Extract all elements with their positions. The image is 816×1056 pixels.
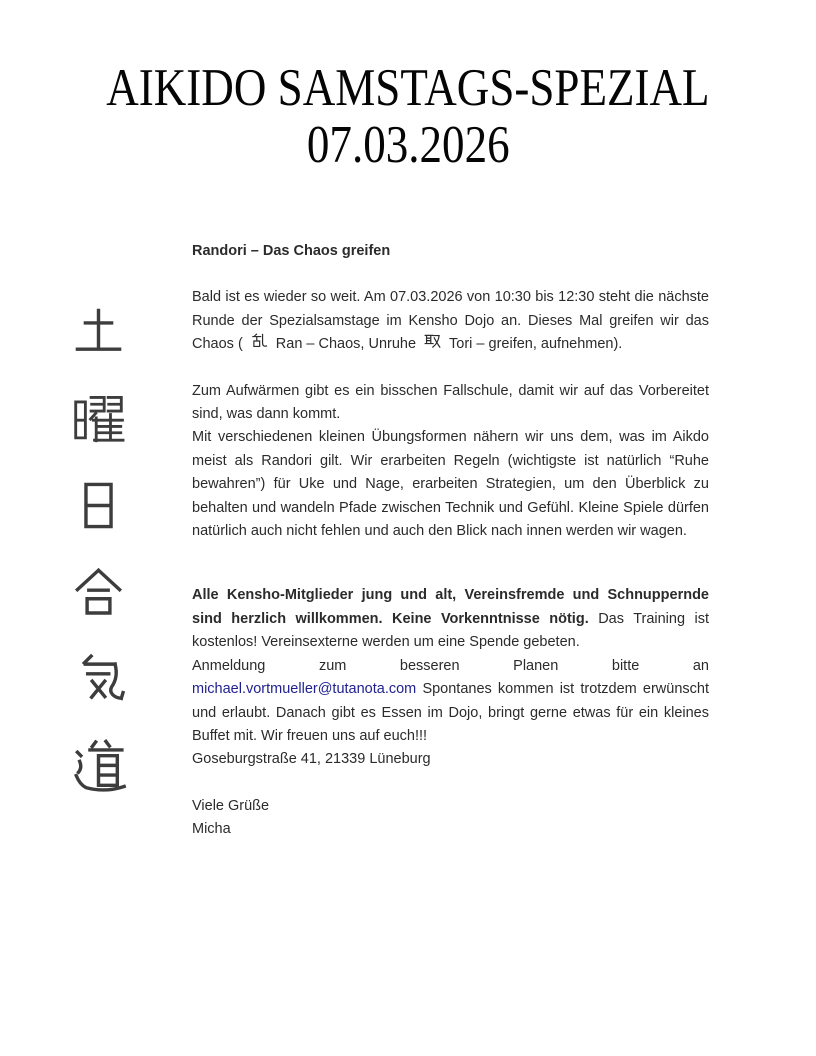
registration-line: Anmeldung zum besseren Planen bitte an xyxy=(192,657,709,674)
kanji-ai-glyph xyxy=(70,564,127,621)
invitation-bold-text: Alle Kensho-Mitglieder jung und alt, Vereinsfremde und Schnuppernde sind herzlich willkommen. Keine Vorkenntnisse nötig. xyxy=(192,587,709,627)
body-content xyxy=(192,240,709,865)
after-email-text: Spontanes kommen ist trotzdem erwünscht und erlaubt. Danach gibt es Essen im Dojo, bringt gerne etwas für ein kleines Buffet mit. Wir freuen uns auf euch!!! xyxy=(192,681,710,744)
kanji-you-glyph xyxy=(70,390,127,447)
invitation-normal-text: Das Training ist kostenlos! Vereinsexterne werden um eine Spende gebeten. xyxy=(192,610,709,651)
invitation-text xyxy=(192,584,709,654)
intro-text-before-ran: Bald ist es wieder so weit. Am 07.03.2026 von 10:30 bis 12:30 steht die nächste Runde der Spezialsamstage im Kensho Dojo an. Dieses Mal greifen wir das Chaos ( xyxy=(192,289,709,353)
training-description-paragraph xyxy=(192,380,709,544)
email-link[interactable]: michael.vortmueller@tutanota.com xyxy=(192,681,417,698)
invitation-paragraph xyxy=(192,584,709,771)
kanji-ran-glyph xyxy=(251,333,268,350)
title-line1: AIKIDO SAMSTAGS-SPEZIAL xyxy=(106,59,710,117)
kanji-dou-glyph xyxy=(70,738,127,795)
document-title xyxy=(0,0,816,174)
contact-text xyxy=(192,678,709,748)
intro-text-between: Ran – Chaos, Unruhe xyxy=(275,336,417,353)
kanji-nichi-glyph xyxy=(70,477,127,534)
intro-paragraph xyxy=(192,286,709,356)
address-line: Goseburgstraße 41, 21339 Lüneburg xyxy=(192,751,431,768)
title-row-2 xyxy=(0,117,816,174)
intro-text-after-tori: Tori – greifen, aufnehmen). xyxy=(449,336,623,353)
title-line2: 07.03.2026 xyxy=(306,116,510,174)
exercise-description: Mit verschiedenen kleinen Übungsformen nähern wir uns dem, was im Aikdo meist als Randori gilt. Wir erarbeiten Regeln (wichtigste ist natürlich “Ruhe bewahren”) für Uke und Nage, erarbeiten Strategien, um den Überblick zu behalten und wandeln Pfade zwischen Technik und Gefühl. Kleine Spiele dürfen natürlich auch nicht fehlen und auch den Blick nach innen werden wir wagen. xyxy=(192,429,709,540)
kanji-ki-glyph xyxy=(70,651,127,708)
kanji-tsuchi-glyph xyxy=(70,303,127,360)
intro-heading: Randori – Das Chaos greifen xyxy=(192,243,391,259)
closing-signature: Micha xyxy=(192,821,231,838)
title-row-1 xyxy=(0,60,816,117)
warmup-line: Zum Aufwärmen gibt es ein bisschen Fallschule, damit wir auf das Vorbereitet sind, was dann kommt. xyxy=(192,382,709,423)
vertical-kanji-banner xyxy=(70,303,128,795)
kanji-tori-glyph xyxy=(424,333,441,350)
closing-block xyxy=(192,795,709,842)
closing-greeting: Viele Grüße xyxy=(192,797,270,814)
